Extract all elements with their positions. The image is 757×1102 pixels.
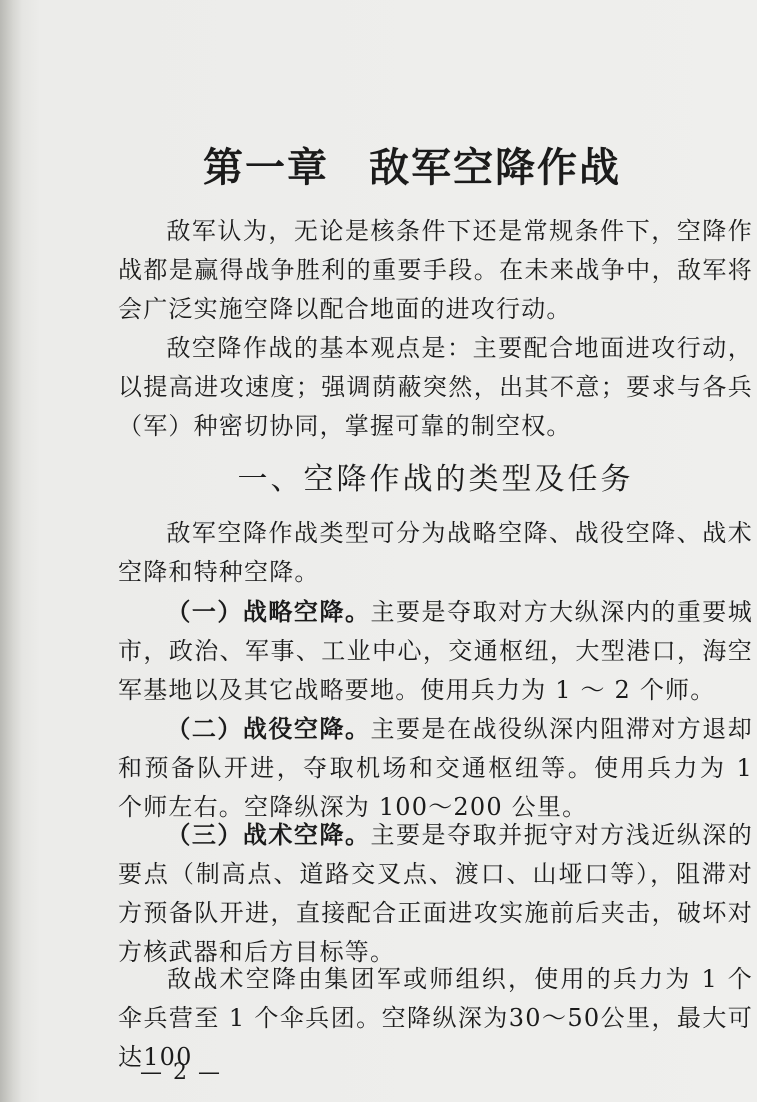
item-label: （二）战役空降。 [166, 714, 371, 743]
section-intro-paragraph: 敌军空降作战类型可分为战略空降、战役空降、战术空降和特种空降。 [118, 519, 753, 586]
item-label: （一）战略空降。 [166, 597, 371, 626]
item-text: 主要是夺取并扼守对方浅近纵深的要点（制高点、道路交叉点、渡口、山垭口等），阻滞对方预备队开进，直接配合正面进攻实施前后夹击，破坏对方核武器和后方目标等。 [118, 821, 753, 966]
item-text: 主要是夺取对方大纵深内的重要城市，政治、军事、工业中心，交通枢纽，大型港口，海空军基地以及其它战略要地。使用兵力为 1 ～ 2 个师。 [118, 598, 753, 704]
item-strategic-airborne [118, 592, 753, 710]
item-tactical-airborne [118, 815, 753, 972]
intro-paragraph-1: 敌军认为，无论是核条件下还是常规条件下，空降作战都是赢得战争胜利的重要手段。在未来战争中，敌军将会广泛实施空降以配合地面的进攻行动。 [118, 217, 753, 323]
intro-paragraph-2: 敌空降作战的基本观点是：主要配合地面进攻行动，以提高进攻速度；强调荫蔽突然，出其不意；要求与各兵（军）种密切协同，掌握可靠的制空权。 [118, 334, 753, 440]
chapter-name: 敌军空降作战 [369, 144, 621, 191]
page-number: — 2 — [140, 1060, 222, 1085]
item-label: （三）战术空降。 [166, 820, 371, 849]
section-heading: 一、空降作战的类型及任务 [237, 462, 634, 497]
closing-paragraph: 敌战术空降由集团军或师组织，使用的兵力为 1 个伞兵营至 1 个伞兵团。空降纵深为30～50公里，最大可达100 [118, 965, 753, 1071]
chapter-number: 第一章 [203, 144, 329, 191]
item-text: 主要是在战役纵深内阻滞对方退却和预备队开进，夺取机场和交通枢纽等。使用兵力为 1 个师左右。空降纵深为 100～200 公里。 [118, 715, 753, 821]
page-spine-shadow [0, 0, 22, 1102]
chapter-title [112, 136, 712, 193]
item-campaign-airborne [118, 709, 753, 827]
